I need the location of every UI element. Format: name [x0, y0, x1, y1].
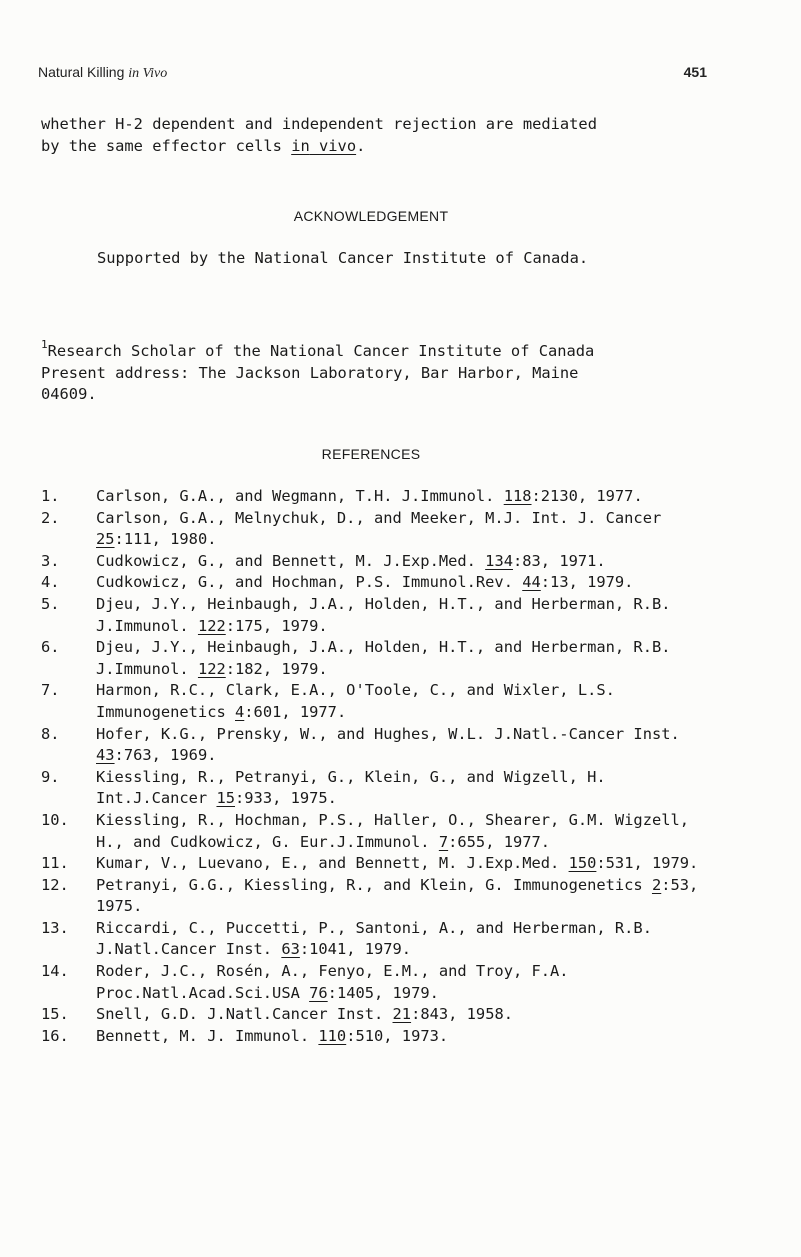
reference-pages-year: :843, 1958. [411, 1005, 513, 1024]
running-head-title [38, 64, 167, 82]
reference-number: 10. [41, 810, 69, 829]
reference-number: 3. [41, 551, 60, 570]
reference-citation [96, 1026, 701, 1048]
running-head-title-italic: in Vivo [128, 66, 168, 81]
reference-authors-journal: Cudkowicz, G., and Hochman, P.S. Immunol.Rev. [96, 573, 523, 592]
reference-citation [96, 853, 701, 875]
reference-pages-year: :933, 1975. [235, 789, 337, 808]
reference-volume: 118 [503, 487, 532, 505]
continuation-paragraph [41, 114, 701, 157]
reference-authors-journal: Bennett, M. J. Immunol. [96, 1026, 319, 1045]
reference-volume: 15 [216, 789, 236, 808]
reference-citation [96, 680, 701, 723]
reference-authors-journal: Djeu, J.Y., Heinbaugh, J.A., Holden, H.T., and Herberman, R.B. J.Immunol. [96, 594, 671, 635]
reference-volume: 122 [197, 616, 226, 635]
reference-authors-journal: Kiessling, R., Hochman, P.S., Haller, O., Shearer, G.M. Wigzell, H., and Cudkowicz, G. Eur.J.Immunol. [96, 810, 690, 851]
reference-number: 6. [41, 638, 60, 657]
reference-number: 13. [41, 918, 69, 937]
reference-pages-year: :531, 1979. [596, 854, 699, 873]
reference-item [41, 594, 701, 637]
reference-number: 2. [41, 508, 60, 527]
reference-pages-year: :763, 1969. [114, 746, 217, 765]
footnote-line-3: 04609. [41, 385, 97, 404]
reference-volume: 134 [485, 551, 513, 570]
underlined-space [310, 137, 319, 155]
reference-pages-year: :2130, 1977. [531, 487, 643, 505]
reference-citation [96, 918, 701, 961]
reference-pages-year: :1041, 1979. [299, 940, 412, 959]
reference-pages-year: :13, 1979. [540, 573, 634, 592]
page-number: 451 [683, 64, 707, 80]
reference-authors-journal: Roder, J.C., Rosén, A., Fenyo, E.M., and Troy, F.A. Proc.Natl.Acad.Sci.USA [96, 962, 569, 1002]
underlined-term: vivo [319, 136, 357, 155]
reference-item [41, 1004, 701, 1026]
reference-number: 16. [41, 1026, 69, 1045]
reference-pages-year: :1405, 1979. [327, 983, 439, 1002]
reference-volume: 21 [392, 1005, 412, 1024]
underlined-term: in [291, 136, 310, 155]
continuation-line-2 [41, 136, 701, 158]
continuation-period: . [356, 136, 366, 155]
reference-authors-journal: Carlson, G.A., and Wegmann, T.H. J.Immunol. [96, 487, 504, 505]
footnote-text: Research Scholar of the National Cancer Institute of Canada [47, 342, 595, 360]
page-body [41, 114, 701, 1045]
reference-item [41, 767, 701, 810]
reference-citation [96, 551, 701, 573]
reference-item [41, 680, 701, 723]
reference-item [41, 508, 701, 551]
reference-authors-journal: Petranyi, G.G., Kiessling, R., and Klein, G. Immunogenetics [96, 875, 652, 894]
continuation-text: by the same effector cells [41, 136, 292, 155]
reference-number: 4. [41, 573, 60, 592]
reference-pages-year: :175, 1979. [225, 616, 328, 635]
reference-authors-journal: Kiessling, R., Petranyi, G., Klein, G., and Wigzell, H. Int.J.Cancer [96, 767, 606, 808]
reference-volume: 7 [438, 832, 449, 851]
reference-number: 15. [41, 1005, 69, 1024]
reference-volume: 43 [96, 746, 115, 765]
reference-pages-year: :83, 1971. [512, 551, 606, 570]
reference-volume: 150 [568, 854, 597, 873]
reference-number: 9. [41, 767, 60, 786]
reference-authors-journal: Djeu, J.Y., Heinbaugh, J.A., Holden, H.T., and Herberman, R.B. J.Immunol. [96, 638, 671, 678]
reference-citation [96, 961, 701, 1004]
reference-list [41, 486, 701, 1047]
reference-item [41, 551, 701, 573]
reference-citation [96, 594, 701, 637]
acknowledgement-heading: ACKNOWLEDGEMENT [293, 208, 449, 224]
reference-pages-year: :53, 1975. [96, 875, 699, 916]
reference-number: 5. [41, 594, 60, 613]
reference-citation [96, 572, 701, 594]
references-heading: REFERENCES [321, 446, 421, 462]
reference-pages-year: :111, 1980. [114, 530, 217, 549]
reference-volume: 110 [318, 1026, 347, 1045]
reference-number: 11. [41, 854, 69, 873]
reference-number: 14. [41, 962, 69, 981]
reference-item [41, 810, 701, 853]
reference-number: 7. [41, 681, 60, 700]
reference-volume: 25 [96, 530, 115, 549]
reference-citation [96, 810, 701, 853]
reference-volume: 76 [309, 983, 328, 1002]
acknowledgement-text: Supported by the National Cancer Institute of Canada. [97, 249, 589, 267]
reference-citation [96, 637, 701, 680]
footnote [41, 334, 701, 406]
reference-volume: 63 [281, 940, 300, 959]
reference-authors-journal: Cudkowicz, G., and Bennett, M. J.Exp.Med. [96, 551, 486, 570]
reference-citation [96, 1004, 701, 1026]
reference-authors-journal: Kumar, V., Luevano, E., and Bennett, M. J.Exp.Med. [96, 854, 569, 873]
reference-authors-journal: Riccardi, C., Puccetti, P., Santoni, A., and Herberman, R.B. J.Natl.Cancer Inst. [96, 918, 652, 959]
reference-item [41, 572, 701, 594]
continuation-line-1: whether H-2 dependent and independent rejection are mediated [41, 115, 597, 133]
reference-citation [96, 767, 701, 810]
reference-citation [96, 486, 701, 508]
reference-pages-year: :510, 1973. [346, 1026, 449, 1045]
reference-item [41, 486, 701, 508]
reference-pages-year: :182, 1979. [225, 659, 328, 678]
reference-item [41, 918, 701, 961]
reference-volume: 122 [197, 659, 226, 678]
reference-item [41, 1026, 701, 1048]
reference-item [41, 853, 701, 875]
reference-number: 8. [41, 724, 60, 743]
reference-pages-year: :601, 1977. [244, 702, 347, 721]
reference-citation [96, 875, 701, 918]
reference-item [41, 637, 701, 680]
running-head-title-text: Natural Killing [38, 64, 129, 80]
reference-pages-year: :655, 1977. [448, 832, 551, 851]
reference-citation [96, 724, 701, 767]
reference-authors-journal: Carlson, G.A., Melnychuk, D., and Meeker, M.J. Int. J. Cancer [96, 508, 662, 527]
reference-volume: 4 [235, 702, 245, 721]
footnote-line-1 [41, 334, 701, 363]
reference-number: 1. [41, 487, 60, 505]
reference-authors-journal: Snell, G.D. J.Natl.Cancer Inst. [96, 1005, 393, 1024]
reference-item [41, 961, 701, 1004]
reference-volume: 2 [651, 875, 662, 894]
reference-authors-journal: Harmon, R.C., Clark, E.A., O'Toole, C., and Wixler, L.S. Immunogenetics [96, 681, 615, 721]
footnote-marker: 1 [41, 338, 48, 351]
reference-authors-journal: Hofer, K.G., Prensky, W., and Hughes, W.L. J.Natl.-Cancer Inst. [96, 724, 680, 743]
reference-item [41, 724, 701, 767]
reference-item [41, 875, 701, 918]
reference-volume: 44 [522, 573, 541, 592]
footnote-line-2: Present address: The Jackson Laboratory, Bar Harbor, Maine [41, 363, 579, 382]
reference-number: 12. [41, 875, 69, 894]
reference-citation [96, 508, 701, 551]
